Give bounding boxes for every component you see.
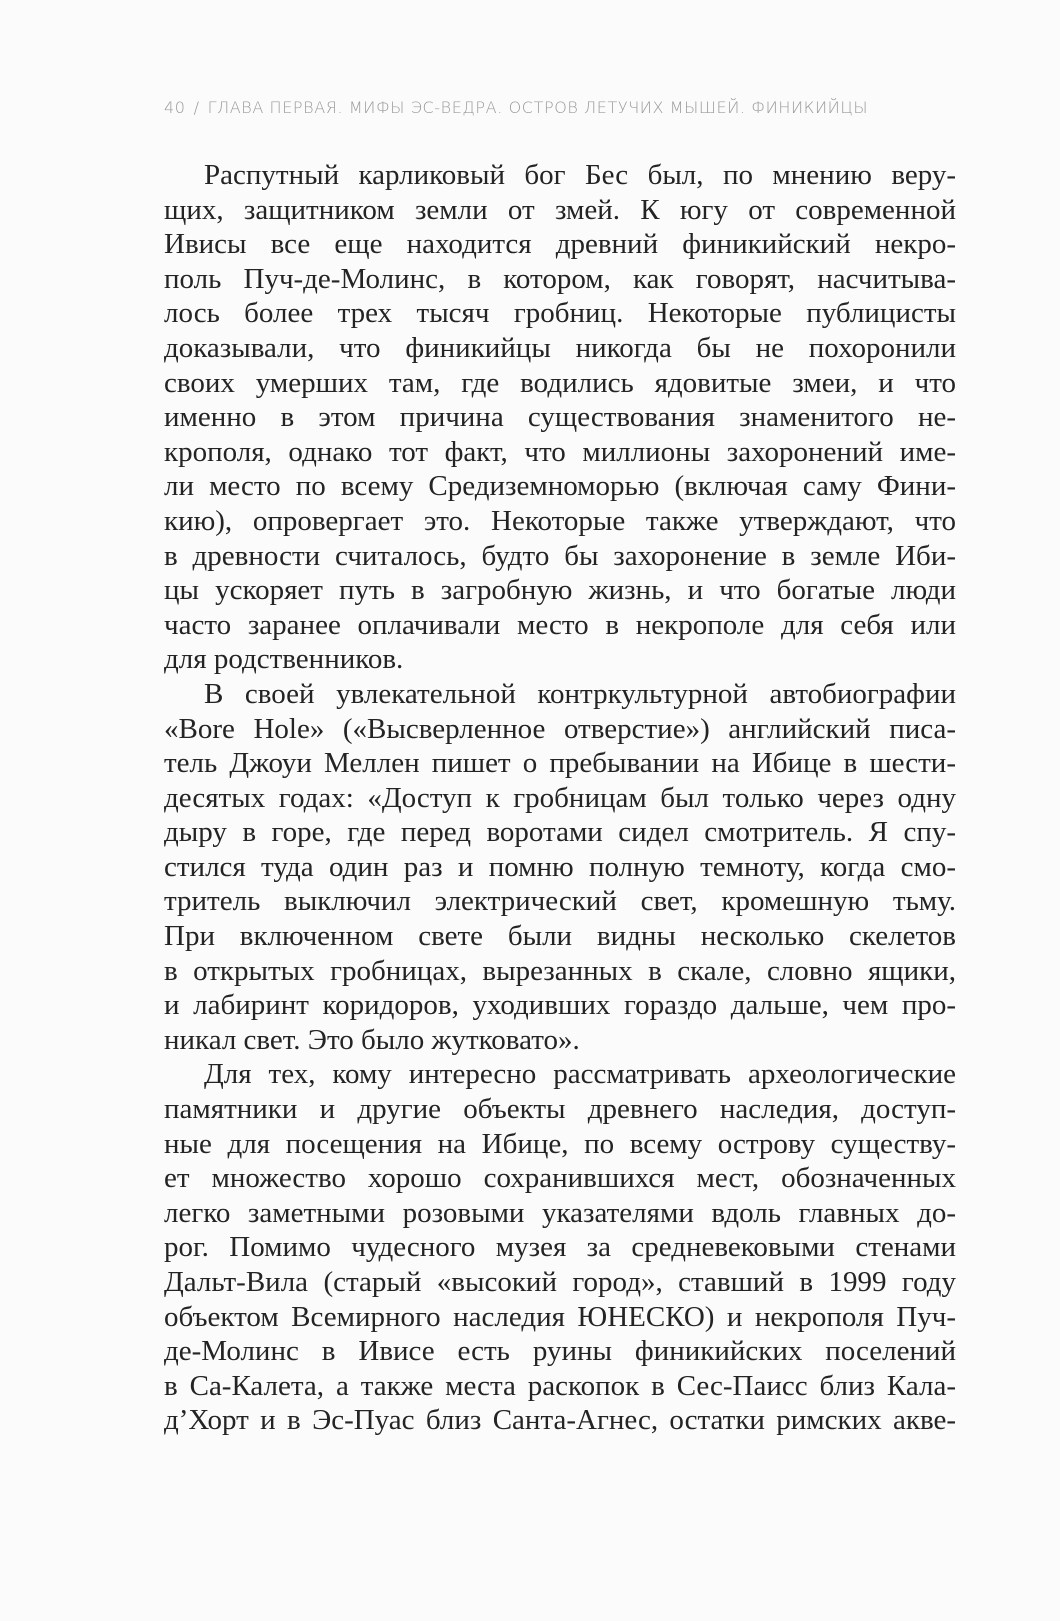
running-head: [164, 98, 964, 117]
text-line: лось более трех тысяч гробниц. Некоторые публицисты: [164, 297, 956, 330]
text-line: именно в этом причина существования знаменитого не-: [164, 401, 956, 434]
text-line: дыру в горе, где перед воротами сидел смотритель. Я спу-: [164, 816, 956, 849]
text-line: и лабиринт коридоров, уходивших гораздо дальше, чем про-: [164, 989, 956, 1022]
text-line: д’Хорт и в Эс-Пуас близ Санта-Агнес, остатки римских акве-: [164, 1404, 956, 1437]
paragraph-3: [164, 1057, 956, 1438]
running-title: ГЛАВА ПЕРВАЯ. МИФЫ ЭС-ВЕДРА. ОСТРОВ ЛЕТУЧИХ МЫШЕЙ. ФИНИКИЙЦЫ: [207, 98, 869, 117]
text-line: десятых годах: «Доступ к гробницам был только через одну: [164, 781, 956, 814]
text-line: объектом Всемирного наследия ЮНЕСКО) и некрополя Пуч-: [164, 1300, 956, 1333]
text-line: Дальт-Вила (старый «высокий город», ставший в 1999 году: [164, 1266, 956, 1298]
text-line: часто заранее оплачивали место в некрополе для себя или: [164, 608, 956, 641]
text-line: поль Пуч-де-Молинс, в котором, как говорят, насчитыва-: [164, 262, 956, 295]
text-line: де-Молинс в Ивисе есть руины финикийских поселений: [164, 1335, 956, 1368]
paragraph-1: [164, 158, 956, 677]
header-separator: /: [193, 98, 200, 117]
text-line: легко заметными розовыми указателями вдоль главных до-: [164, 1196, 956, 1229]
text-line: Ивисы все еще находится древний финикийский некро-: [164, 228, 956, 261]
text-line: «Bore Hole» («Высверленное отверстие») английский писа-: [164, 712, 956, 745]
text-line: крополя, однако тот факт, что миллионы захоронений име-: [164, 435, 956, 468]
text-line: ные для посещения на Ибице, по всему острову существу-: [164, 1127, 956, 1160]
text-line: ет множество хорошо сохранившихся мест, обозначенных: [164, 1162, 956, 1195]
page-number: 40: [164, 98, 186, 117]
text-line: для родственников.: [164, 643, 404, 676]
text-line: стился туда один раз и помню полную темноту, когда смо-: [164, 850, 956, 883]
paragraph-2: [164, 677, 956, 1058]
text-line: тритель выключил электрический свет, кромешную тьму.: [164, 885, 956, 918]
text-line: кию), опровергает это. Некоторые также утверждают, что: [164, 504, 956, 537]
text-line: тель Джоуи Меллен пишет о пребывании на Ибице в шести-: [164, 747, 956, 780]
text-line: в открытых гробницах, вырезанных в скале, словно ящики,: [164, 954, 956, 987]
text-line: своих умерших там, где водились ядовитые змеи, и что: [164, 366, 956, 399]
text-line: в Са-Калета, а также места раскопок в Сес-Паисс близ Кала-: [164, 1369, 956, 1402]
text-line: Распутный карликовый бог Бес был, по мнению веру-: [204, 159, 956, 191]
text-line: цы ускоряет путь в загробную жизнь, и что богатые люди: [164, 574, 956, 607]
text-line: щих, защитником земли от змей. К югу от современной: [164, 193, 956, 226]
text-line: доказывали, что финикийцы никогда бы не похоронили: [164, 331, 956, 364]
text-line: в древности считалось, будто бы захоронение в земле Иби-: [164, 539, 956, 572]
text-line: памятники и другие объекты древнего наследия, доступ-: [164, 1093, 956, 1126]
text-line: никал свет. Это было жутковато».: [164, 1023, 580, 1056]
text-line: При включенном свете были видны несколько скелетов: [164, 920, 956, 953]
text-line: ли место по всему Средиземноморью (включая саму Фини-: [164, 470, 956, 503]
body-text: [164, 158, 956, 1438]
text-line: рог. Помимо чудесного музея за средневековыми стенами: [164, 1231, 956, 1264]
text-line: Для тех, кому интересно рассматривать археологические: [204, 1058, 956, 1091]
text-line: В своей увлекательной контркультурной автобиографии: [204, 677, 956, 710]
